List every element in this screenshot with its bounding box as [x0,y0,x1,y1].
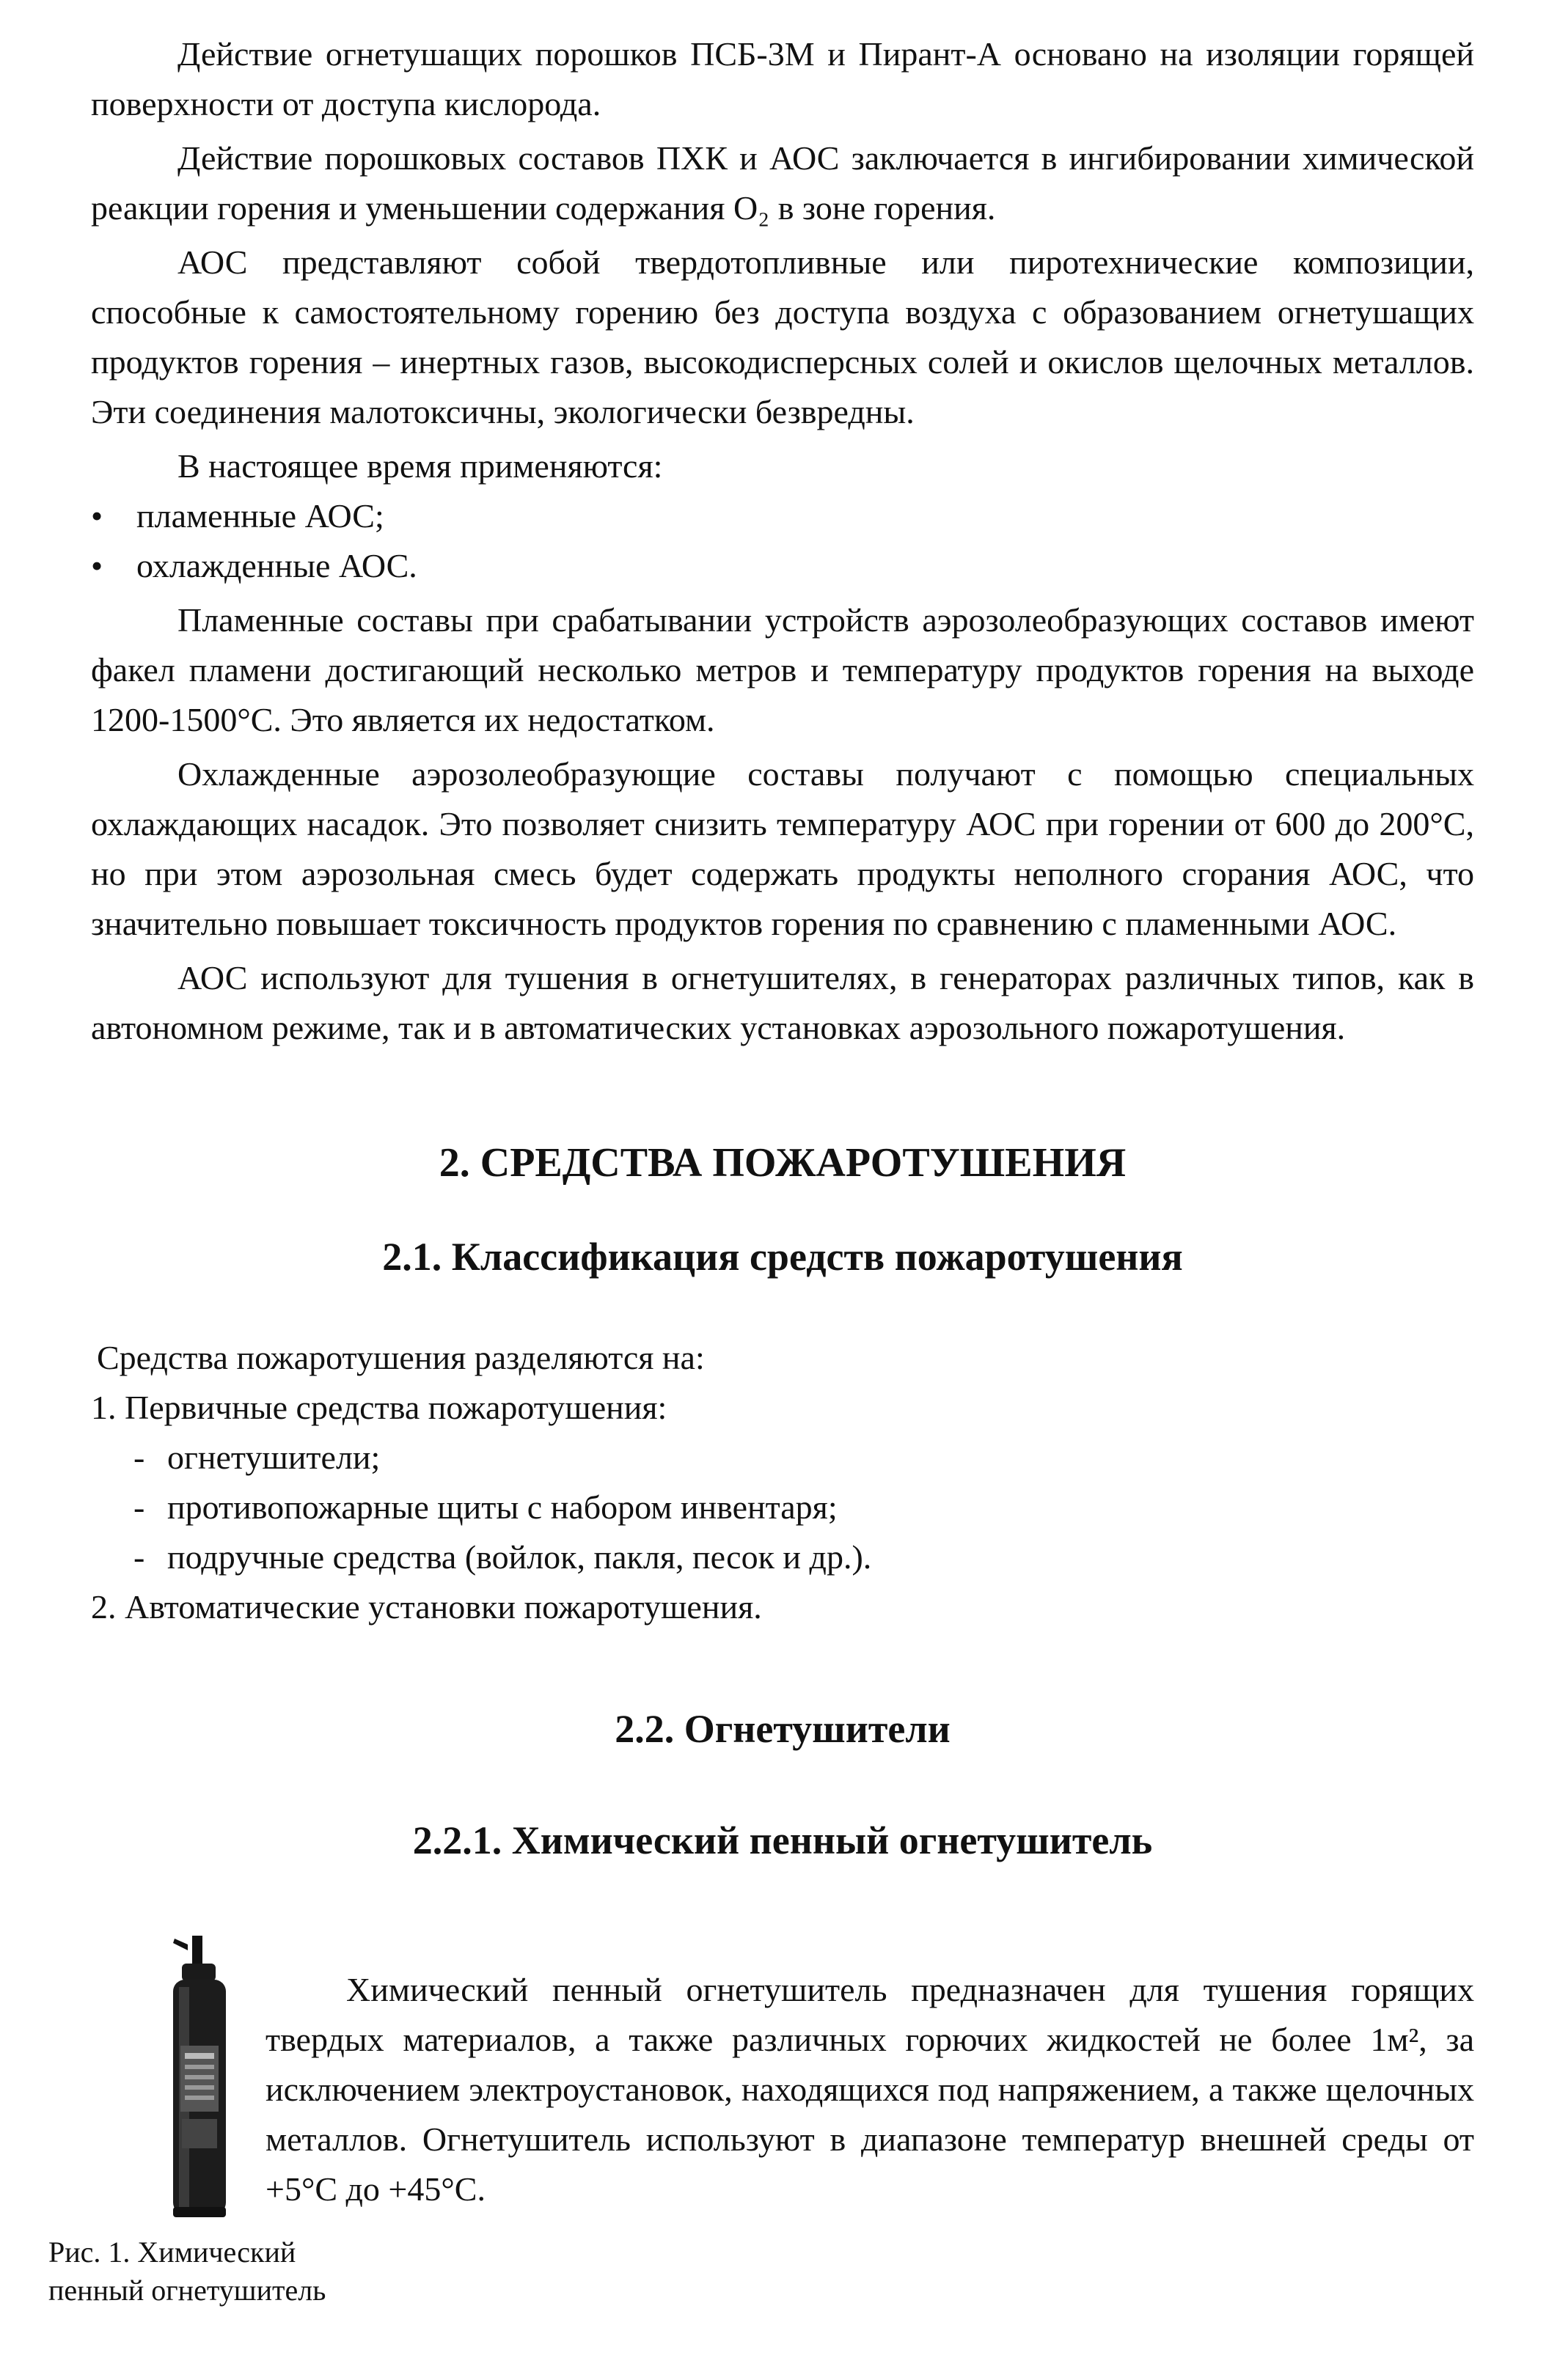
subsection-heading-foam-extinguisher: 2.2.1. Химический пенный огнетушитель [412,1818,1153,1862]
bullet-text: пламенные АОС; [136,497,384,535]
list-item [91,1433,1474,1483]
bullet-icon: • [91,497,103,535]
paragraph-powder-isolation: Действие огнетушащих порошков ПСБ-3М и Пирант-А основано на изоляции горящей поверхности от доступа кислорода. [91,35,1474,122]
fire-extinguisher-icon [160,1936,241,2229]
paragraph-flame-compositions: Пламенные составы при срабатывании устройств аэрозолеобразующих составов имеют факел пламени достигающий несколько метров и температуру продуктов горения на выходе 1200-1500°С. Это является их недостатком. [91,601,1474,738]
list-item-text: противопожарные щиты с набором инвентаря; [167,1488,838,1526]
section-heading: 2. СРЕДСТВА ПОЖАРОТУШЕНИЯ [439,1140,1127,1186]
classification-intro: Средства пожаротушения разделяются на: [97,1339,705,1376]
paragraph-foam-extinguisher: Химический пенный огнетушитель предназначен для тушения горящих твердых материалов, а также различных горючих жидкостей не более 1м², за исключением электроустановок, находящихся под напряжением, а также щелочных металлов. Огнетушитель используют в диапазоне температур внешней среды от +5°С до +45°С. [266,1971,1474,2208]
dash-marker: - [133,1439,145,1476]
classification-item-2: 2. Автоматические установки пожаротушения. [91,1588,762,1626]
caption-line: Рис. 1. Химический [48,2236,296,2269]
subsection-heading-classification: 2.1. Классификация средств пожаротушения [382,1235,1183,1279]
list-item [91,491,1474,541]
foam-extinguisher-description [266,1965,1474,2214]
paragraph-inhibition: Действие порошковых составов ПХК и АОС заключается в ингибировании химической реакции горения и уменьшении содержания O₂ в зоне горения. [91,139,1474,227]
subsection-heading-extinguishers: 2.2. Огнетушители [615,1707,951,1751]
classification-item-1: 1. Первичные средства пожаротушения: [91,1389,667,1426]
paragraph-cooled-compositions: Охлажденные аэрозолеобразующие составы получают с помощью специальных охлаждающих насадок. Это позволяет снизить температуру АОС при горении от 600 до 200°С, но при этом аэрозольная смесь будет содержать продукты неполного сгорания АОС, что значительно повышает токсичность продуктов горения по сравнению с пламенными АОС. [91,755,1474,942]
figure-caption [48,2233,430,2310]
bullet-icon: • [91,547,103,584]
list-item-text: огнетушители; [167,1439,381,1476]
paragraph-currently-used: В настоящее время применяются: [177,447,663,485]
dash-marker: - [133,1538,145,1576]
paragraph-aos-definition: АОС представляют собой твердотопливные или пиротехнические композиции, способные к самостоятельному горению без доступа воздуха с образованием огнетушащих продуктов горения – инертных газов, высокодисперсных солей и окислов щелочных металлов. Эти соединения малотоксичны, экологически безвредны. [91,243,1474,430]
text-column [91,29,1474,1870]
bullet-text: охлажденные АОС. [136,547,417,584]
caption-line: пенный огнетушитель [48,2274,326,2307]
list-item [91,1532,1474,1582]
classification-list [91,1333,1474,1632]
dash-marker: - [133,1488,145,1526]
list-item-text: подручные средства (войлок, пакля, песок и др.). [167,1538,872,1576]
aos-bullet-list [91,491,1474,591]
list-item [91,541,1474,591]
list-item [91,1483,1474,1532]
paragraph-aos-usage: АОС используют для тушения в огнетушителях, в генераторах различных типов, как в автономном режиме, так и в автоматических установках аэрозольного пожаротушения. [91,959,1474,1046]
